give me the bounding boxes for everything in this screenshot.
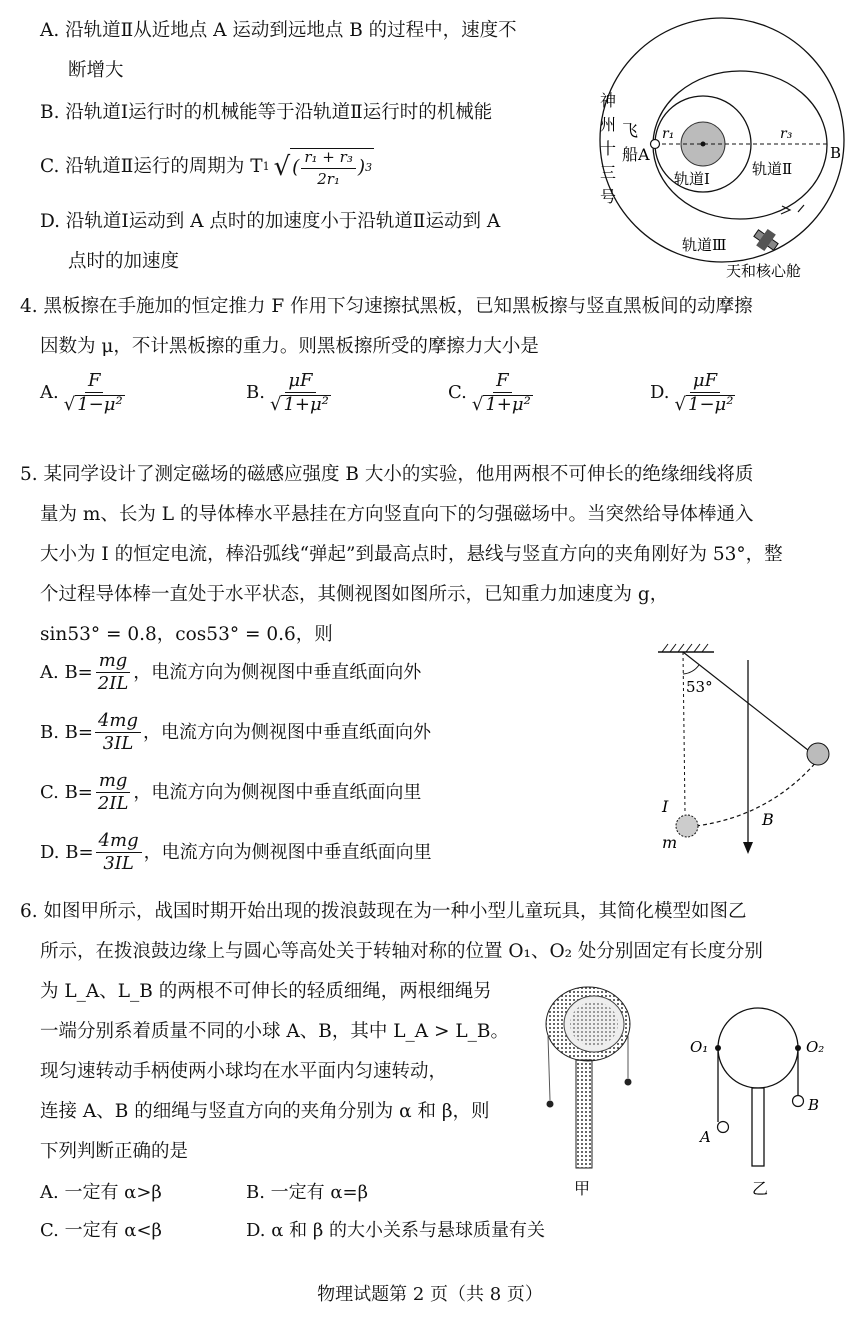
- q3-option-d-line1: D. 沿轨道Ⅰ运动到 A 点时的加速度小于沿轨道Ⅱ运动到 A: [40, 211, 501, 232]
- label-mass-m: m: [662, 833, 678, 852]
- q6-option-a: A. 一定有 α>β: [40, 1182, 162, 1203]
- label-o1: O₁: [690, 1038, 709, 1056]
- q3-option-a-line1: A. 沿轨道Ⅱ从近地点 A 运动到远地点 B 的过程中，速度不: [40, 20, 517, 41]
- q5-option-d: D. B= $\frac{4mg}{3IL}$ ，电流方向为侧视图中垂直纸面向里: [40, 830, 432, 874]
- label-chuan: 船A: [622, 145, 650, 164]
- label-r1: r₁: [662, 126, 675, 142]
- q5-stem-line3: 大小为 I 的恒定电流，棒沿弧线“弹起”到最高点时，悬线与竖直方向的夹角刚好为 53°，整: [40, 544, 783, 565]
- label-shen: 神: [600, 91, 617, 110]
- label-field-b: B: [762, 810, 774, 829]
- label-hao: 号: [600, 187, 617, 206]
- q6-stem-line3: 为 L_A、L_B 的两根不可伸长的轻质细绳，两根细绳另: [40, 981, 492, 1002]
- q6-stem-line6: 连接 A、B 的细绳与竖直方向的夹角分别为 α 和 β，则: [40, 1101, 490, 1122]
- q5-stem-line2: 量为 m、长为 L 的导体棒水平悬挂在方向竖直向下的匀强磁场中。当突然给导体棒通入: [40, 504, 754, 525]
- pendulum-angle: 53°: [686, 678, 713, 696]
- label-ball-a: A: [700, 1128, 711, 1146]
- label-point-b: B: [830, 144, 842, 162]
- q5-stem-line4: 个过程导体棒一直处于水平状态，其侧视图如图所示，已知重力加速度为 g，: [40, 584, 669, 605]
- label-station: 天和核心舱: [726, 262, 802, 280]
- q3-option-a-line2: 断增大: [68, 60, 124, 81]
- q6-stem-line5: 现匀速转动手柄使两小球均在水平面内匀速转动，: [40, 1061, 448, 1082]
- q5-option-a: A. B= $\frac{mg}{2IL}$ ，电流方向为侧视图中垂直纸面向外: [40, 650, 422, 694]
- label-jia: 甲: [574, 1179, 591, 1198]
- label-current-i: I: [662, 797, 669, 816]
- label-track-1: 轨道Ⅰ: [674, 170, 710, 188]
- q3-option-c-sub: 1: [262, 160, 270, 174]
- q6-option-c: C. 一定有 α<β: [40, 1220, 162, 1241]
- label-r3: r₃: [780, 126, 793, 142]
- label-fei: 飞: [622, 121, 639, 140]
- station-icon: [750, 225, 781, 255]
- q6-option-d: D. α 和 β 的大小关系与悬球质量有关: [246, 1220, 545, 1241]
- label-o2: O₂: [806, 1038, 825, 1056]
- q5-option-b: B. B= $\frac{4mg}{3IL}$ ，电流方向为侧视图中垂直纸面向外: [40, 710, 432, 754]
- q3-option-b: B. 沿轨道Ⅰ运行时的机械能等于沿轨道Ⅱ运行时的机械能: [40, 102, 493, 123]
- q5-option-c: C. B= $\frac{mg}{2IL}$ ，电流方向为侧视图中垂直纸面向里: [40, 770, 422, 814]
- q3-option-c-fraction: $\frac{\text{r₁ + r₃}}{\text{2r₁}}$: [301, 149, 355, 187]
- q4-option-d: D. $\frac{\mu F}{\text{√ 1−μ²}}$: [650, 370, 734, 415]
- q4-option-a: A. $\frac{F}{\text{√ 1−μ²}}$: [40, 370, 123, 415]
- q6-stem-line2: 所示，在拨浪鼓边缘上与圆心等高处关于转轴对称的位置 O₁、O₂ 处分别固定有长度分别: [40, 941, 763, 962]
- label-track-2: 轨道Ⅱ: [752, 160, 793, 178]
- pendulum-figure: [650, 640, 840, 865]
- label-san: 三: [600, 163, 617, 182]
- q5-stem-line5: sin53° = 0.8，cos53° = 0.6，则: [40, 624, 333, 645]
- label-ball-b: B: [808, 1096, 820, 1114]
- q4-stem-line2: 因数为 μ，不计黑板擦的重力。则黑板擦所受的摩擦力大小是: [40, 336, 539, 357]
- drum-toy-figure: [536, 986, 646, 1201]
- q3-option-d-line2: 点时的加速度: [68, 251, 180, 272]
- q6-stem-line7: 下列判断正确的是: [40, 1141, 189, 1162]
- q4-option-b: B. $\frac{\mu F}{\text{√ 1+μ²}}$: [246, 370, 329, 415]
- label-yi: 乙: [752, 1179, 769, 1198]
- label-shi: 十: [600, 139, 617, 158]
- q4-stem-line1: 4. 黑板擦在手施加的恒定推力 F 作用下匀速擦拭黑板，已知黑板擦与竖直黑板间的动摩擦: [20, 296, 753, 317]
- q3-option-c-prefix: C. 沿轨道Ⅱ运行的周期为 T: [40, 156, 263, 178]
- q6-stem-line4: 一端分别系着质量不同的小球 A、B，其中 L_A > L_B。: [40, 1021, 510, 1042]
- label-track-3: 轨道Ⅲ: [682, 236, 727, 254]
- q6-stem-line1: 6. 如图甲所示，战国时期开始出现的拨浪鼓现在为一种小型儿童玩具，其简化模型如图乙: [20, 901, 747, 922]
- q5-stem-line1: 5. 某同学设计了测定磁场的磁感应强度 B 大小的实验，他用两根不可伸长的绝缘细线将质: [20, 464, 754, 485]
- q3-option-c: C. 沿轨道Ⅱ运行的周期为 T 1 √ ( $\frac{\text{r₁ + r₃}}{\text{2r₁}}$ ) 3: [40, 148, 373, 188]
- page-footer: 物理试题第 2 页（共 8 页）: [317, 1284, 543, 1305]
- drum-model-figure: [686, 996, 846, 1201]
- label-zhou: 州: [600, 115, 617, 134]
- q4-option-c: C. $\frac{F}{\text{√ 1+μ²}}$: [448, 370, 531, 415]
- q6-option-b: B. 一定有 α=β: [246, 1182, 369, 1203]
- orbit-figure: [592, 8, 852, 284]
